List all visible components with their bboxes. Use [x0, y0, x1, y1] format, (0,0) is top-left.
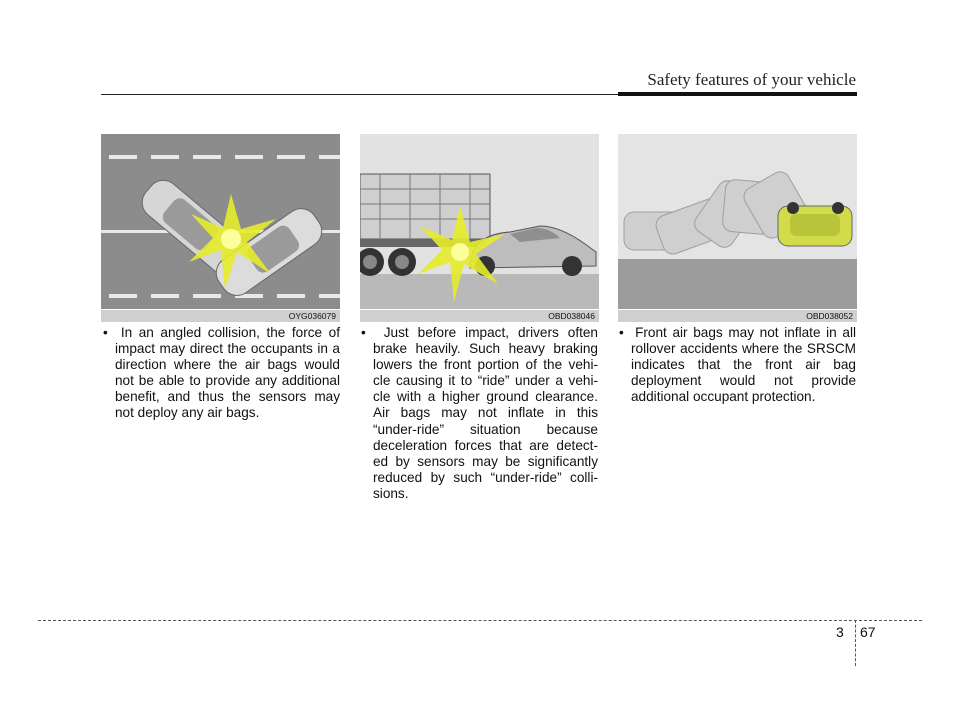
rollover-image — [618, 134, 857, 322]
footer-rule — [38, 620, 922, 621]
image-code: OYG036079 — [288, 311, 336, 321]
caption-bar — [360, 309, 599, 322]
page-number: 67 — [860, 624, 876, 640]
illustration-angled-collision — [101, 134, 340, 322]
caption-bar — [101, 309, 340, 322]
caption-bar — [618, 309, 857, 322]
bullet-angled-collision: • In an angled collision, the force of impact may direct the occupants in a direction where the air bags would not be able to provide any additional benefit, and thus the sensors may not deploy any air bags. — [103, 325, 340, 422]
chapter-number: 3 — [836, 624, 844, 640]
under-ride-image — [360, 134, 599, 322]
illustration-rollover — [618, 134, 857, 322]
image-code: OBD038052 — [806, 311, 853, 321]
bullet-rollover: • Front air bags may not inflate in all rollover accidents where the SRSCM indicates that the front air bag deployment would not provide additional occupant protection. — [619, 325, 856, 405]
image-code: OBD038046 — [548, 311, 595, 321]
header-rule-accent — [618, 92, 857, 96]
page-header-title: Safety features of your vehicle — [647, 70, 856, 89]
illustration-under-ride — [360, 134, 599, 322]
footer-divider — [855, 620, 856, 666]
angled-collision-image — [101, 134, 340, 322]
bullet-under-ride: • Just before impact, drivers often brake heavily. Such heavy braking lowers the front portion of the vehi-cle causing it to “ride” under a vehi-cle with a higher ground clearance. Air bags may not inflate in this “under-ride” situation because deceleration forces that are detect-ed by sensors may be significantly reduced by such “under-ride” colli-sions. — [361, 325, 598, 502]
